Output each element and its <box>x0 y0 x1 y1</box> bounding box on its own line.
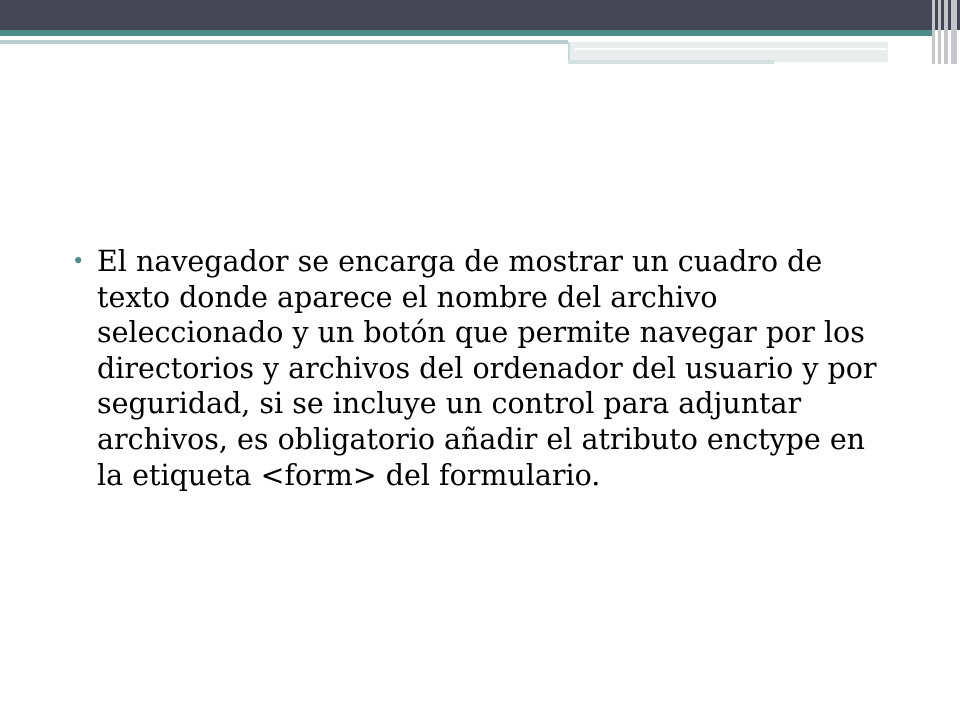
accent-line <box>0 30 932 36</box>
side-strip-decoration <box>938 0 941 64</box>
side-strip-decoration <box>944 0 948 64</box>
header-tab-decoration <box>568 42 888 62</box>
side-strip-decoration <box>951 0 957 64</box>
side-strip-decoration <box>932 0 935 64</box>
tab-white-line <box>575 48 887 50</box>
accent-thin-line <box>0 40 568 44</box>
header-bar <box>0 0 960 30</box>
bullet-icon: • <box>72 249 85 273</box>
tab-lower-decoration <box>568 60 774 64</box>
slide-body <box>72 244 892 493</box>
bullet-text: El navegador se encarga de mostrar un cuadro de texto donde aparece el nombre del archivo seleccionado y un botón que permite navegar por los directorios y archivos del ordenador del usuario y por seguridad, si se incluye un control para adjuntar archivos, es obligatorio añadir el atributo enctype en la etiqueta <form> del formulario. <box>97 245 877 492</box>
bullet-item <box>72 244 892 493</box>
